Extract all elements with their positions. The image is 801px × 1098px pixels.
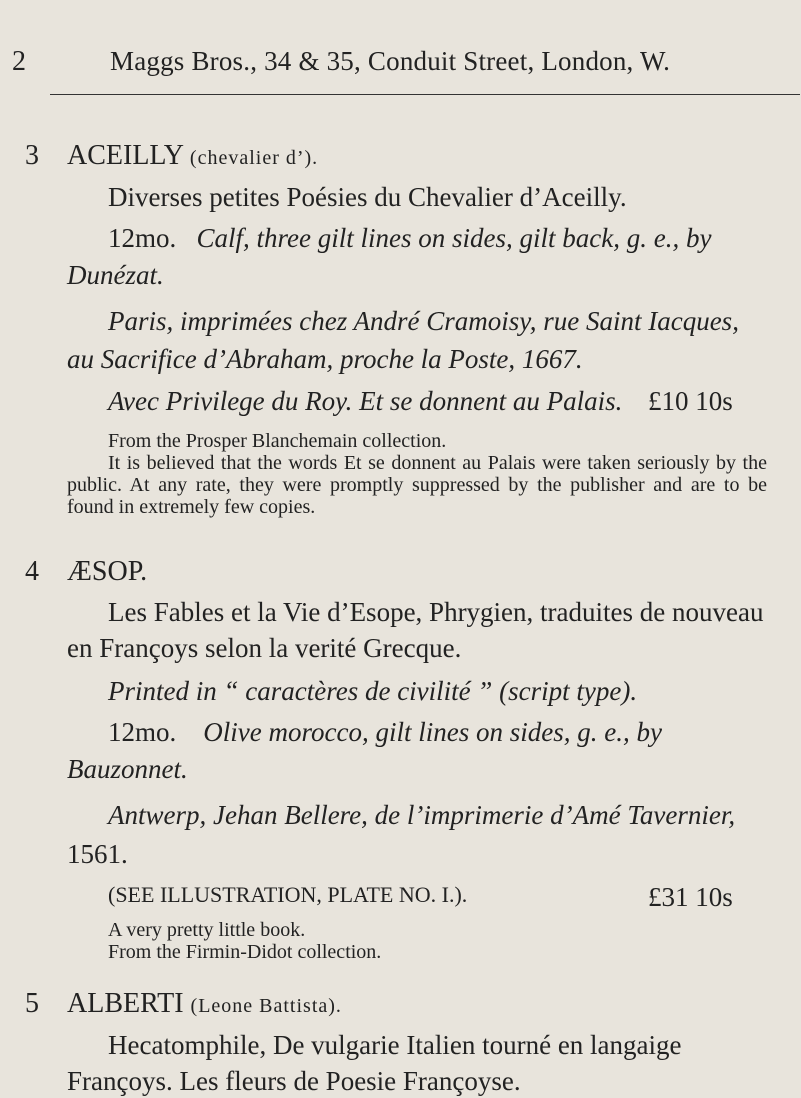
entry-notes: It is believed that the words Et se donnent au Palais were taken seriously by the public. At any rate, they were promptly suppressed by the publisher and are to be found in extremely few copies. bbox=[67, 452, 767, 518]
entry-provenance: From the Firmin-Didot collection. bbox=[108, 941, 382, 963]
entry-author: ÆSOP. bbox=[67, 556, 148, 587]
entry-format: 12mo. bbox=[108, 717, 177, 747]
entry-binding-cont: Dunézat. bbox=[67, 260, 164, 290]
entry-binding-cont: Bauzonnet. bbox=[67, 754, 188, 784]
entry-imprint-cont: 1561. bbox=[67, 839, 128, 869]
page-number: 2 bbox=[12, 46, 26, 77]
entry-extra: Avec Privilege du Roy. Et se donnent au Palais. bbox=[108, 386, 623, 416]
entry-imprint: Antwerp, Jehan Bellere, de l’imprimerie d’Amé Tavernier, bbox=[108, 800, 736, 830]
page-header bbox=[0, 46, 801, 96]
author-note: (chevalier d’). bbox=[189, 147, 319, 169]
entry-binding: Calf, three gilt lines on sides, gilt back, g. e., by bbox=[196, 223, 712, 253]
entry-title: Diverses petites Poésies du Chevalier d’Aceilly. bbox=[108, 182, 627, 212]
entry-format: 12mo. bbox=[108, 223, 177, 253]
running-title: Maggs Bros., 34 & 35, Conduit Street, London, W. bbox=[110, 46, 671, 76]
entry-title-cont: Françoys. Les fleurs de Poesie Françoyse. bbox=[67, 1066, 521, 1096]
entry-number: 4 bbox=[25, 556, 39, 587]
entry-author: ALBERTI (Leone Battista). bbox=[67, 988, 342, 1019]
header-rule bbox=[50, 94, 800, 95]
entry-imprint: Paris, imprimées chez André Cramoisy, rue Saint Iacques, bbox=[108, 306, 739, 336]
entry-binding: Olive morocco, gilt lines on sides, g. e., by bbox=[203, 717, 662, 747]
entry-description bbox=[108, 223, 711, 254]
entry-title: Hecatomphile, De vulgarie Italien tourné en langaige bbox=[108, 1030, 682, 1060]
author-note: (Leone Battista). bbox=[190, 995, 342, 1017]
entry-number: 5 bbox=[25, 988, 39, 1019]
entry-provenance: From the Prosper Blanchemain collection. bbox=[108, 430, 447, 452]
entry-author: ACEILLY (chevalier d’). bbox=[67, 140, 319, 171]
entry-notes: A very pretty little book. bbox=[108, 919, 306, 941]
entry-title-cont: en Françoys selon la verité Grecque. bbox=[67, 633, 462, 663]
entry-imprint-cont: au Sacrifice d’Abraham, proche la Poste, 1667. bbox=[67, 344, 583, 374]
entry-plate: (SEE ILLUSTRATION, PLATE NO. I.). bbox=[108, 882, 468, 907]
entry-number: 3 bbox=[25, 140, 39, 171]
entry-type-note: Printed in “ caractères de civilité ” (script type). bbox=[108, 676, 638, 706]
entry-title: Les Fables et la Vie d’Esope, Phrygien, traduites de nouveau bbox=[108, 597, 764, 627]
entry-price: £10 10s bbox=[648, 386, 733, 416]
entry-description bbox=[108, 717, 662, 748]
entry-price: £31 10s bbox=[648, 882, 733, 912]
